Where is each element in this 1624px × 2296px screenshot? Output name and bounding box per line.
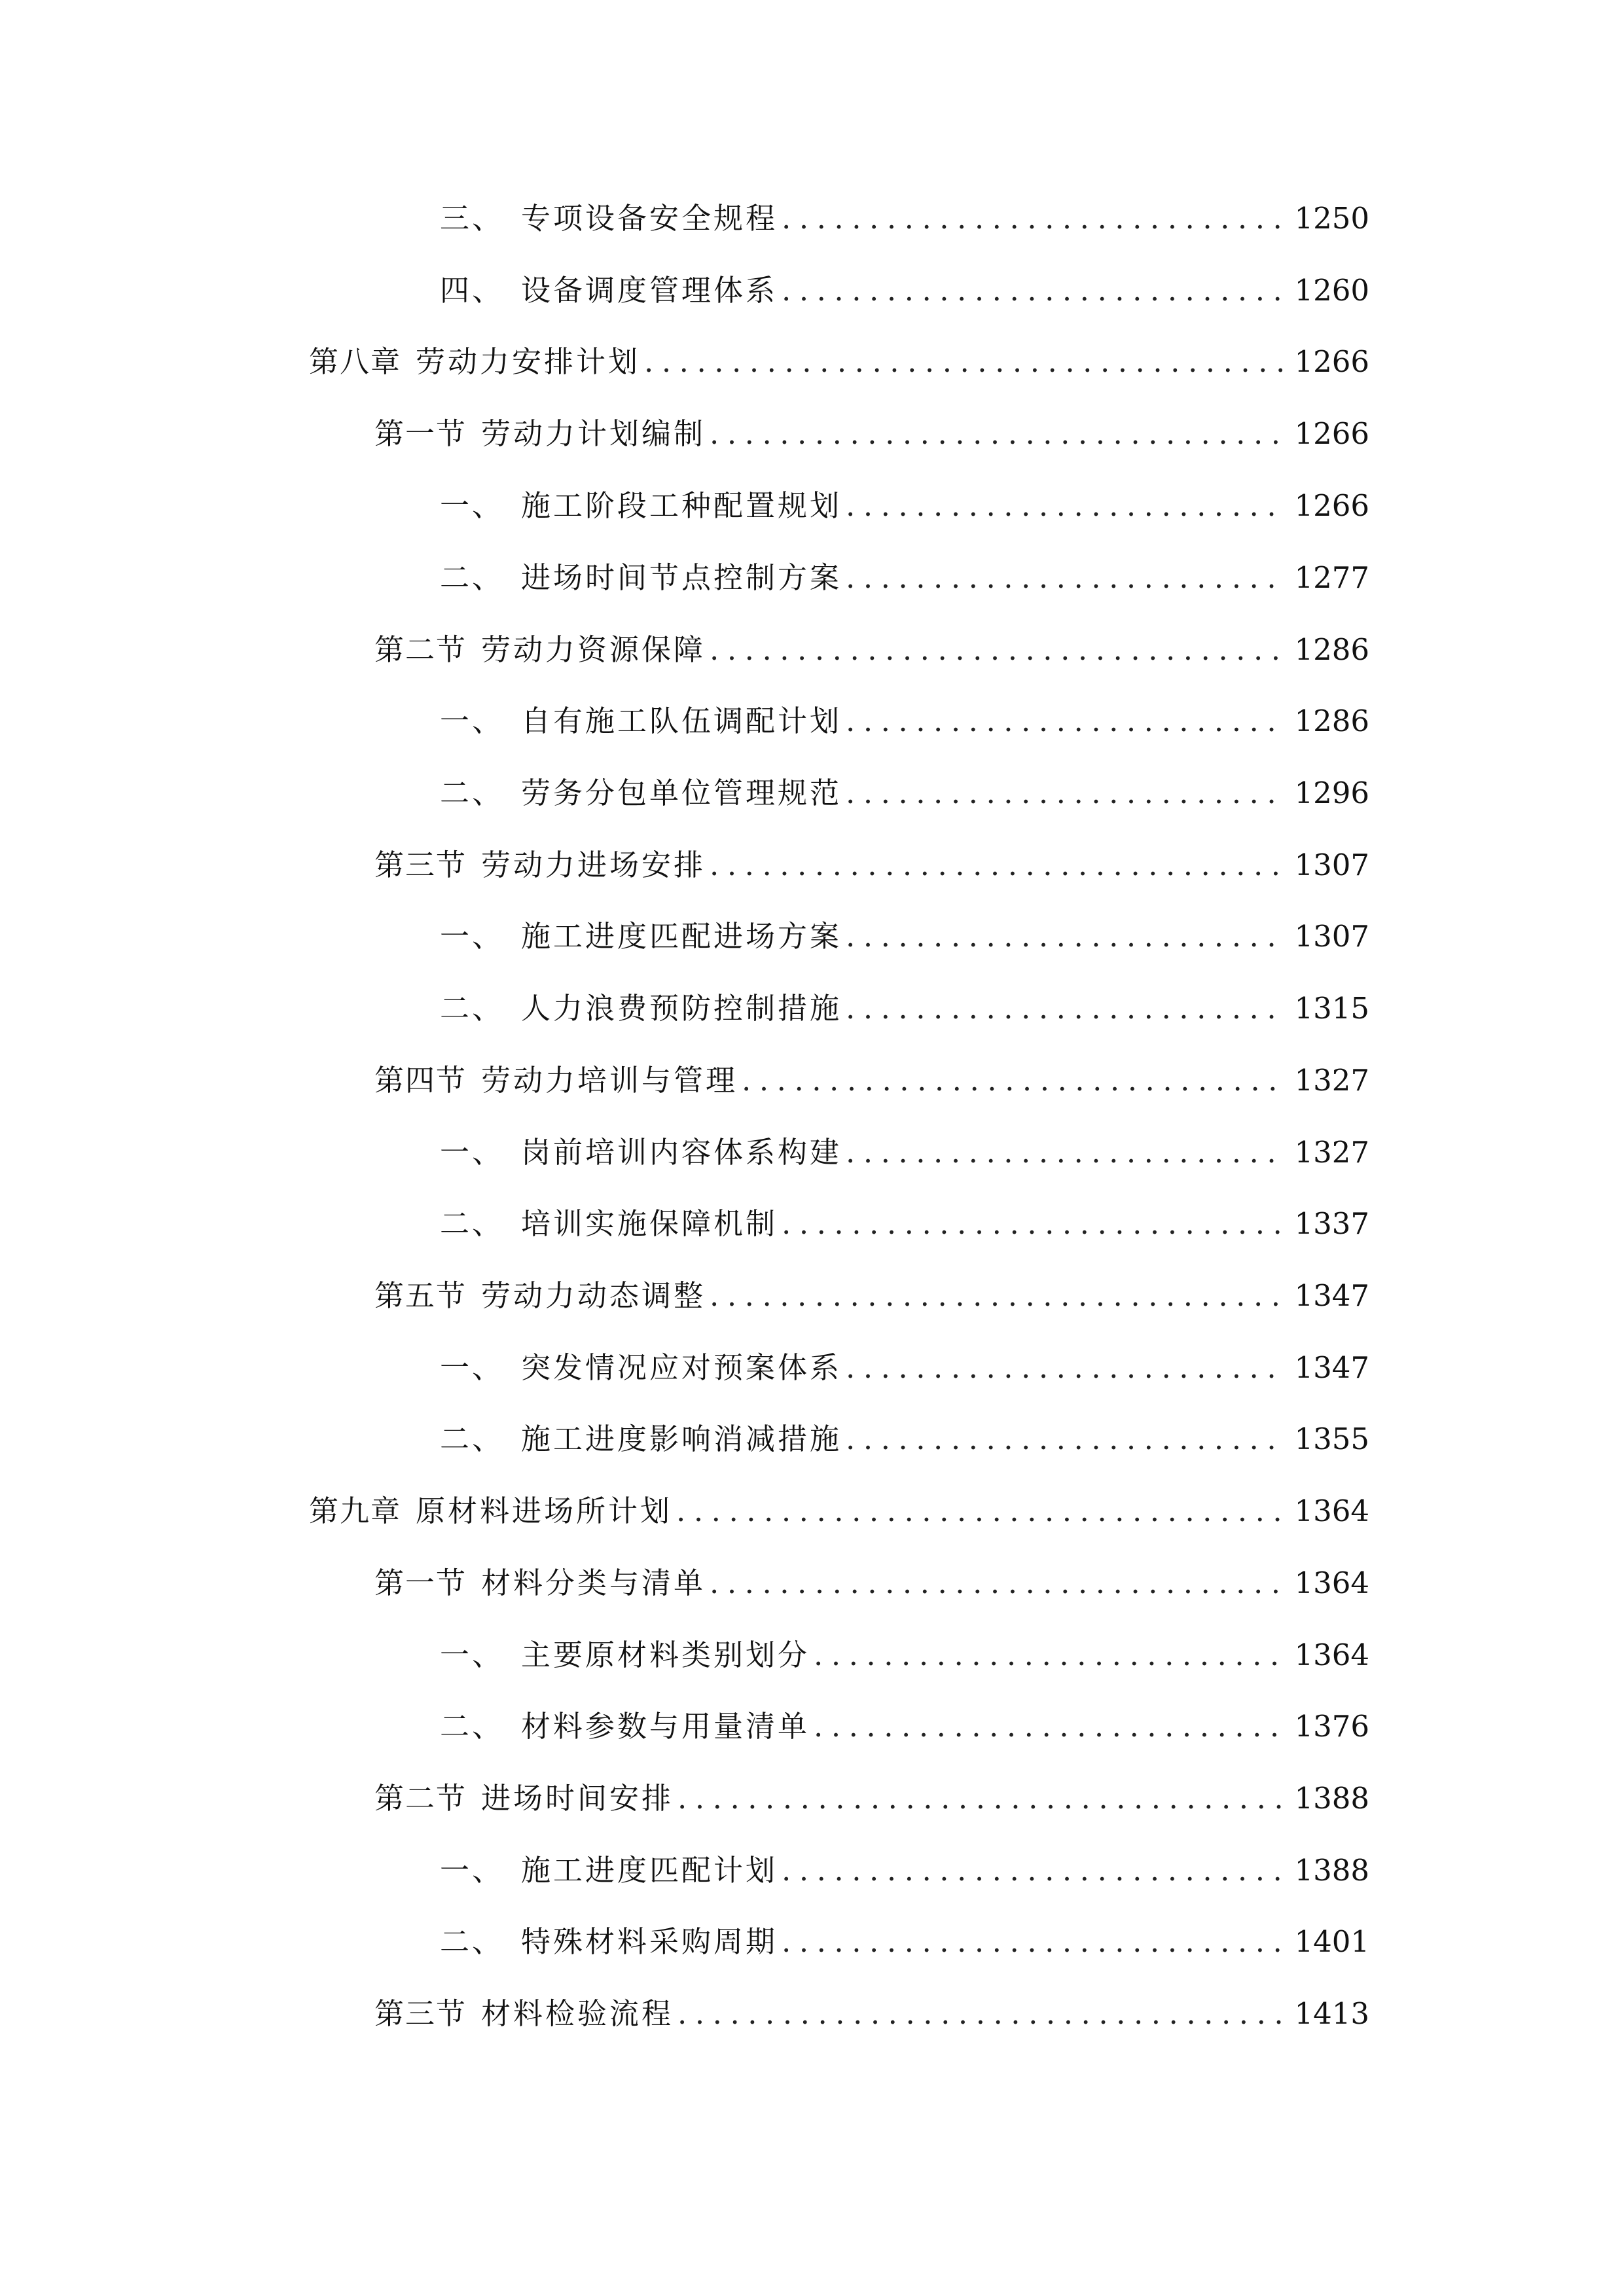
toc-entry-number: 二、 [440, 1422, 505, 1456]
toc-entry-page-number: 1250 [1294, 201, 1369, 236]
dot-leader [846, 982, 1285, 1035]
toc-entry-page-number: 1260 [1294, 273, 1369, 308]
toc-entry[interactable] [440, 1198, 1369, 1250]
toc-section-entry[interactable] [374, 1988, 1369, 2040]
toc-entry-page-number: 1266 [1294, 344, 1369, 379]
toc-entry-number: 一、 [440, 1135, 505, 1170]
toc-entry-number: 一、 [440, 1350, 505, 1385]
toc-entry-number: 一、 [440, 1638, 505, 1672]
dot-leader [782, 264, 1285, 317]
dot-leader [846, 480, 1285, 532]
toc-entry-title: 劳动力资源保障 [481, 632, 706, 667]
toc-section-entry[interactable] [374, 408, 1369, 460]
dot-leader [710, 1557, 1285, 1609]
toc-entry-title: 施工进度匹配进场方案 [521, 919, 842, 954]
toc-entry-number: 第三节 [374, 848, 467, 882]
toc-chapter-entry[interactable] [309, 336, 1369, 388]
dot-leader [782, 1844, 1285, 1897]
toc-entry-title: 材料参数与用量清单 [521, 1709, 810, 1744]
toc-section-entry[interactable] [374, 1054, 1369, 1107]
toc-entry[interactable] [440, 1916, 1369, 1968]
dot-leader [814, 1629, 1285, 1681]
toc-entry-page-number: 1327 [1294, 1135, 1369, 1170]
toc-entry[interactable] [440, 695, 1369, 747]
toc-section-entry[interactable] [374, 624, 1369, 676]
toc-entry-page-number: 1286 [1294, 704, 1369, 738]
toc-entry-page-number: 1266 [1294, 416, 1369, 451]
toc-entry-number: 一、 [440, 1853, 505, 1888]
toc-entry-page-number: 1327 [1294, 1063, 1369, 1098]
toc-entry-title: 劳动力计划编制 [481, 416, 706, 451]
toc-entry[interactable] [440, 1844, 1369, 1897]
dot-leader [710, 624, 1285, 676]
dot-leader [846, 1126, 1285, 1179]
toc-entry-number: 第二节 [374, 632, 467, 667]
dot-leader [782, 1198, 1285, 1250]
toc-entry-page-number: 1266 [1294, 488, 1369, 523]
dot-leader [710, 408, 1285, 460]
toc-entry[interactable] [440, 1413, 1369, 1465]
toc-chapter-entry[interactable] [309, 1485, 1369, 1537]
toc-entry-number: 二、 [440, 1924, 505, 1959]
toc-entry[interactable] [440, 767, 1369, 819]
toc-entry-page-number: 1347 [1294, 1350, 1369, 1385]
toc-entry-number: 四、 [440, 273, 505, 308]
toc-entry-number: 一、 [440, 919, 505, 954]
toc-entry[interactable] [440, 192, 1369, 245]
toc-entry-page-number: 1401 [1294, 1924, 1369, 1959]
toc-entry-page-number: 1296 [1294, 776, 1369, 810]
toc-entry-number: 第八章 [309, 344, 402, 379]
toc-entry[interactable] [440, 1342, 1369, 1394]
toc-entry-title: 劳动力动态调整 [481, 1278, 706, 1313]
toc-entry-title: 材料检验流程 [481, 1996, 674, 2031]
dot-leader [742, 1054, 1285, 1107]
toc-entry-number: 第三节 [374, 1996, 467, 2031]
toc-entry-title: 劳动力安排计划 [416, 344, 641, 379]
toc-entry-title: 进场时间安排 [481, 1781, 674, 1816]
toc-entry-page-number: 1364 [1294, 1494, 1369, 1528]
dot-leader [644, 336, 1285, 388]
toc-entry-title: 设备调度管理体系 [521, 273, 778, 308]
toc-entry-title: 施工进度影响消减措施 [521, 1422, 842, 1456]
toc-entry-page-number: 1277 [1294, 560, 1369, 595]
toc-section-entry[interactable] [374, 1772, 1369, 1825]
toc-entry-page-number: 1286 [1294, 632, 1369, 667]
dot-leader [676, 1485, 1285, 1537]
toc-entry[interactable] [440, 910, 1369, 963]
dot-leader [677, 1988, 1285, 2040]
toc-entry[interactable] [440, 264, 1369, 317]
toc-entry-page-number: 1337 [1294, 1206, 1369, 1241]
toc-entry-title: 施工进度匹配计划 [521, 1853, 778, 1888]
toc-entry[interactable] [440, 1700, 1369, 1753]
dot-leader [846, 1342, 1285, 1394]
toc-entry-title: 原材料进场所计划 [416, 1494, 673, 1528]
toc-section-entry[interactable] [374, 839, 1369, 891]
toc-entry-title: 特殊材料采购周期 [521, 1924, 778, 1959]
toc-entry-page-number: 1413 [1294, 1996, 1369, 2031]
toc-entry-number: 二、 [440, 991, 505, 1026]
toc-entry-page-number: 1307 [1294, 848, 1369, 882]
toc-entry-title: 人力浪费预防控制措施 [521, 991, 842, 1026]
toc-entry[interactable] [440, 552, 1369, 604]
dot-leader [782, 1916, 1285, 1968]
toc-entry-title: 劳动力进场安排 [481, 848, 706, 882]
toc-entry-title: 突发情况应对预案体系 [521, 1350, 842, 1385]
toc-entry[interactable] [440, 1629, 1369, 1681]
toc-entry-number: 第四节 [374, 1063, 467, 1098]
toc-entry-title: 施工阶段工种配置规划 [521, 488, 842, 523]
toc-entry-number: 二、 [440, 776, 505, 810]
toc-entry-number: 一、 [440, 704, 505, 738]
dot-leader [782, 192, 1285, 245]
toc-entry-title: 专项设备安全规程 [521, 201, 778, 236]
dot-leader [846, 767, 1285, 819]
toc-section-entry[interactable] [374, 1270, 1369, 1322]
toc-entry-page-number: 1355 [1294, 1422, 1369, 1456]
toc-entry-page-number: 1364 [1294, 1638, 1369, 1672]
toc-entry-number: 二、 [440, 1206, 505, 1241]
toc-entry-number: 第一节 [374, 416, 467, 451]
toc-entry-number: 三、 [440, 201, 505, 236]
toc-entry-number: 第五节 [374, 1278, 467, 1313]
toc-entry-number: 二、 [440, 560, 505, 595]
toc-entry[interactable] [440, 480, 1369, 532]
dot-leader [846, 910, 1285, 963]
toc-entry-number: 第一节 [374, 1566, 467, 1600]
toc-entry-number: 第九章 [309, 1494, 402, 1528]
toc-entry-title: 培训实施保障机制 [521, 1206, 778, 1241]
toc-entry-number: 一、 [440, 488, 505, 523]
toc-entry-title: 岗前培训内容体系构建 [521, 1135, 842, 1170]
toc-entry-page-number: 1388 [1294, 1781, 1369, 1816]
toc-entry-page-number: 1315 [1294, 991, 1369, 1026]
dot-leader [846, 552, 1285, 604]
dot-leader [846, 695, 1285, 747]
dot-leader [710, 1270, 1285, 1322]
toc-entry-page-number: 1307 [1294, 919, 1369, 954]
dot-leader [814, 1700, 1285, 1753]
toc-entry[interactable] [440, 982, 1369, 1035]
toc-entry-title: 主要原材料类别划分 [521, 1638, 810, 1672]
toc-entry-page-number: 1364 [1294, 1566, 1369, 1600]
toc-entry-number: 二、 [440, 1709, 505, 1744]
toc-entry-title: 进场时间节点控制方案 [521, 560, 842, 595]
dot-leader [710, 839, 1285, 891]
toc-entry-title: 材料分类与清单 [481, 1566, 706, 1600]
toc-entry-title: 劳动力培训与管理 [481, 1063, 738, 1098]
toc-entry-page-number: 1347 [1294, 1278, 1369, 1313]
toc-entry-page-number: 1388 [1294, 1853, 1369, 1888]
toc-entry-page-number: 1376 [1294, 1709, 1369, 1744]
toc-entry-number: 第二节 [374, 1781, 467, 1816]
dot-leader [846, 1413, 1285, 1465]
toc-entry-title: 劳务分包单位管理规范 [521, 776, 842, 810]
toc-entry[interactable] [440, 1126, 1369, 1179]
toc-entry-title: 自有施工队伍调配计划 [521, 704, 842, 738]
toc-section-entry[interactable] [374, 1557, 1369, 1609]
dot-leader [677, 1772, 1285, 1825]
